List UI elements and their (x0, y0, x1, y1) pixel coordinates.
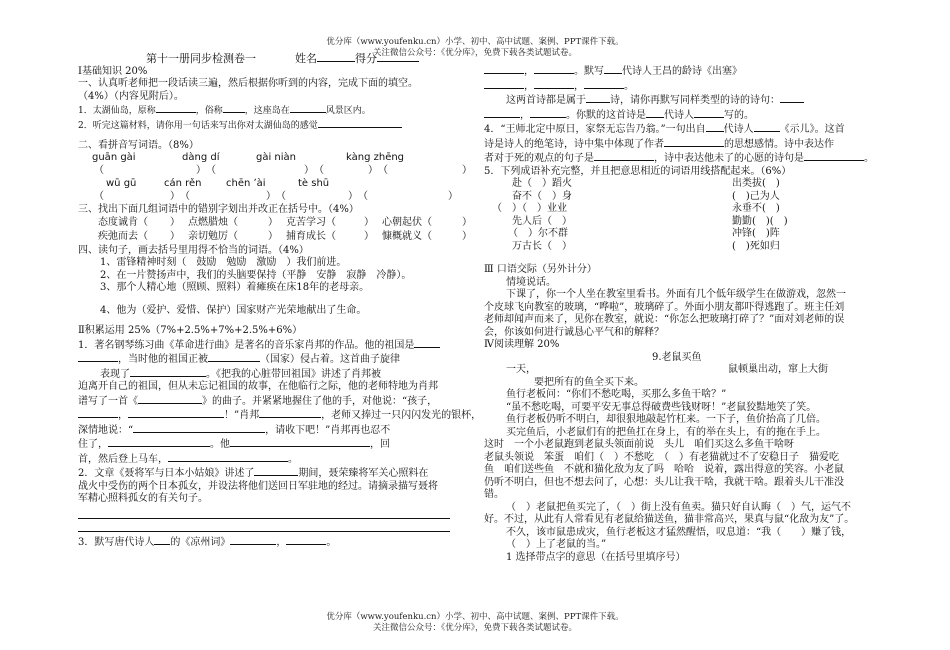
blank[interactable] (530, 108, 566, 118)
section-3-heading: Ⅲ 口语交际（另外计分） (484, 264, 597, 275)
answer-close[interactable]: ） (304, 165, 314, 177)
s2-1-line-9: 首，然后登上马车， 。 (78, 453, 298, 465)
left-column (78, 52, 482, 549)
r-line-2: ， ， 。 (484, 79, 904, 94)
idiom-left-3[interactable]: （ ）（ ）业业 (492, 203, 567, 214)
blank[interactable] (534, 79, 574, 89)
q3-heading: 三、找出下面几组词语中的错别字划出并改正在括号中。（4%） (78, 204, 359, 216)
answer-close[interactable]: ） (266, 191, 276, 203)
blank[interactable] (414, 338, 440, 348)
answer-line[interactable] (78, 506, 450, 519)
name-blank[interactable] (317, 52, 355, 62)
q1-instruction-2: （4%）（内容见附后）。 (78, 90, 184, 102)
s2-1-line-1: 1．著名钢琴练习曲《革命进行曲》是著名的音乐家肖邦的作品。他的祖国是 (78, 338, 476, 353)
answer-open[interactable]: （ (378, 165, 388, 177)
answer-row-2 (78, 191, 476, 204)
correction[interactable]: ） (170, 216, 180, 228)
pinyin-2: dàng dí (182, 152, 220, 164)
q1-2: 2．听完这篇材料，请你用一句话来写出你对太湖仙岛的感觉 (78, 118, 476, 132)
idiom-right-2[interactable]: ( )己为人 (732, 190, 780, 202)
s2-1-line-5: 谱写了一首《 》的曲子。并紧紧地握住了他的手，对他说：“孩子， (78, 395, 438, 407)
s2-2-line-1: 2．文章《聂将军与日本小姑娘》讲述了 期间，聂荣臻将军关心照料在 (78, 468, 429, 480)
r-line-6: 诗是诗人的绝笔诗，诗中集中体现了作者 的思想感情。诗中表达作 (484, 138, 834, 150)
story-14: 不久，该市鼠患成灾，鱼行老板这才猛然醒悟，叹息道：“我（ ）赚了钱， (506, 526, 852, 538)
blank[interactable] (128, 408, 224, 418)
blank[interactable] (586, 93, 610, 103)
story-15: （ ）上了老鼠的当。” (506, 539, 607, 550)
idiom-right-6[interactable]: ( )死如归 (732, 240, 780, 252)
answer-close[interactable]: ） (170, 191, 180, 203)
q2-heading: 二、看拼音写词语。（8%） (78, 139, 199, 151)
pinyin-3: gài niàn (256, 152, 297, 164)
oral-1: 情境说话。 (506, 276, 556, 288)
blank[interactable] (646, 108, 664, 118)
word: 态度诚肯（ (98, 216, 148, 228)
blank[interactable] (534, 64, 574, 74)
q3-row-2 (78, 231, 476, 245)
blank[interactable] (290, 103, 326, 113)
q4-4: 4、他为（爱护、爱惜、保护）国家财产光荣地献出了生命。 (100, 304, 367, 316)
blank[interactable] (156, 103, 196, 113)
word: 点燃腊烛（ (188, 216, 238, 228)
answer-close[interactable]: ） (448, 191, 458, 203)
s2-1-line-4: 迫离开自己的祖国，但从未忘记祖国的故事，在他临行之际，他的老师特地为肖邦 (78, 381, 438, 393)
correction[interactable]: ） (268, 230, 278, 242)
q4-1: 1、雷锋精神时刻（ 鼓励 勉励 激励 ）我们前进。 (100, 257, 347, 269)
pinyin-6: cán rěn (164, 178, 202, 190)
blank[interactable] (604, 64, 622, 74)
word: 慷概就义（ (382, 230, 432, 242)
idiom-left-list (492, 178, 572, 253)
name-label: 姓名 (295, 52, 317, 65)
blank[interactable] (484, 79, 524, 89)
q4-heading: 四、读句子，画去括号里用得不恰当的词语。（4%） (78, 244, 309, 256)
pinyin-5: wū gū (106, 178, 137, 190)
section-1-heading: Ⅰ基础知识 20% (78, 65, 148, 77)
idiom-right-5[interactable]: 冲锋( )阵 (732, 228, 780, 239)
blank[interactable] (78, 352, 118, 362)
right-column (484, 64, 904, 564)
idiom-left-1[interactable]: 赴（ ）蹈火 (512, 178, 572, 189)
blank[interactable] (230, 437, 370, 447)
idiom-left-5[interactable]: （ ）尔不群 (508, 228, 568, 239)
q1-1: 1．太湖仙岛，原称 ，俗称 ，这座岛在 风景区内。 (78, 103, 476, 117)
pinyin-row-2 (78, 178, 476, 191)
correction[interactable]: ） (170, 230, 180, 242)
blank[interactable] (754, 122, 780, 132)
answer-open[interactable]: （ (206, 165, 216, 177)
r-line-5: 4．“王师北定中原日，家祭无忘告乃翁。”一句出自 代诗人 《示儿》。这首 (484, 124, 845, 135)
answer-open[interactable]: （ (314, 165, 324, 177)
score-label: 得分 (355, 52, 377, 65)
blank[interactable] (230, 535, 276, 545)
blank[interactable] (484, 64, 524, 74)
blank[interactable] (804, 151, 864, 161)
story-2: 要把所有的鱼全买下来。 (534, 376, 644, 388)
idiom-right-list (732, 178, 788, 253)
blank[interactable] (484, 108, 520, 118)
pinyin-7: chēn ʼài (226, 178, 266, 190)
s2-1-line-2: ，当时他的祖国正被 （国家）侵占着。这首曲子旋律 (78, 352, 476, 367)
r-line-3: 这两首诗都是属于 诗，请你再默写同样类型的诗的诗句： (484, 93, 904, 108)
idiom-left-6[interactable]: 万古长（ ） (512, 240, 572, 252)
idiom-left-2[interactable]: 奋不（ ）身 (512, 190, 572, 202)
answer-open[interactable]: （ (180, 191, 190, 203)
story-6: 买完鱼后，小老鼠们有的把鱼扛在身上，有的举在头上，有的拖在手上。 (506, 426, 826, 438)
idiom-right-4[interactable]: 勤勤( )( ) (732, 215, 788, 227)
blank[interactable] (318, 118, 402, 128)
oral-4: 老师却闻声而来了，见你在教室，就说：“你怎么把玻璃打碎了？”面对刘老师的误 (484, 314, 845, 325)
answer-close[interactable]: ） (462, 165, 472, 177)
pinyin-row-1 (78, 152, 476, 165)
s2-2-line-2: 战火中受伤的两个日本孤女，并设法将他们送回日军驻地的经过。请摘录描写聂将 (78, 480, 438, 492)
word: 亲切勉厉（ (188, 230, 238, 242)
s2-1-line-8: 住了， 。他 ，回 (78, 439, 390, 451)
answer-open[interactable]: （ (276, 191, 286, 203)
q4-3: 3、那个人精心地（照顾、照料）着瘫痪在床18年的老母亲。 (100, 282, 370, 294)
s2-3: 3．默写唐代诗人 的《凉州词》 ， 。 (78, 536, 337, 548)
story-7: 这时 一个小老鼠跑到老鼠头领面前说 头儿 咱们买这么多鱼干啥呀 (484, 439, 794, 450)
idiom-matching (484, 178, 904, 264)
answer-close[interactable]: ） (196, 165, 206, 177)
blank[interactable] (78, 408, 118, 418)
story-8: 老鼠头领说 笨蛋 咱们（ ）不愁吃 （ ）有老猫就过不了安稳日子 猫爱吃 (484, 451, 839, 463)
idiom-right-3[interactable]: 永垂不( ) (732, 203, 780, 214)
q4-2: 2、在一片赞扬声中，我们的头脑要保持（平静 安静 寂静 冷静）。 (100, 269, 412, 281)
blank[interactable] (223, 103, 245, 113)
s2-1-line-7: 深情地说：“ ，请收下吧！”肖邦再也忍不 (78, 424, 391, 436)
answer-close[interactable]: ） (368, 165, 378, 177)
story-10: 仍听不明白，但也不想去问了，心想：头儿让我干啥，我就干啥。跟着头儿干准没 (484, 476, 844, 488)
blank[interactable] (780, 93, 804, 103)
correction[interactable]: ） (268, 216, 278, 228)
blank[interactable] (254, 466, 298, 476)
s2-2-line-3: 军精心照料孤女的有关句子。 (78, 493, 208, 505)
story-3: 鱼行老板问：“你们不愁吃喝，买那么多鱼干啥？” (506, 389, 727, 400)
blank[interactable] (584, 79, 624, 89)
story-1: 一天， 鼠顿巢出动，窜上大街 (506, 364, 828, 375)
exam-title: 第十一册同步检测卷一 (146, 52, 256, 65)
story-4: “虽不愁吃喝，可要平安无事总得破费些钱财呀！”老鼠狡黠地笑了笑。 (506, 401, 817, 413)
answer-open[interactable]: （ (358, 191, 368, 203)
answer-line[interactable] (78, 519, 450, 532)
blank[interactable] (706, 122, 724, 132)
r-line-1: ， 。默写 代诗人王昌的龄诗《出塞》 (484, 64, 904, 79)
answer-row-1 (78, 165, 476, 178)
section-4-heading: Ⅳ阅读理解 20% (484, 339, 560, 350)
blank[interactable] (208, 352, 260, 362)
pinyin-8: tè shū (298, 178, 330, 190)
story-13: 好。不过，从此有人常看见有老鼠给猫送鱼，猫非常高兴，果真与鼠“化敌为友”了。 (484, 514, 855, 525)
correction[interactable]: ） (364, 216, 374, 228)
idiom-left-4[interactable]: 先人后（ ） (512, 215, 572, 227)
blank[interactable] (694, 108, 724, 118)
correction[interactable]: ） (364, 230, 374, 242)
idiom-right-1[interactable]: 出类拔( ) (732, 178, 780, 189)
r-line-8: 5．下列成语补充完整，并且把意思相近的词语用线搭配起来。（6%） (484, 165, 792, 177)
blank[interactable] (286, 535, 326, 545)
word: 疾弛而去（ (98, 230, 148, 242)
header-line-2: 关注微信公众号：《优分库》，免费下载各类试题试卷。 (372, 48, 577, 58)
oral-2: 下课了，你一个人坐在教室里看书。外面有几个低年级学生在做游戏，忽然一 (506, 289, 846, 300)
blank[interactable] (130, 367, 206, 377)
blank[interactable] (138, 394, 202, 404)
blank[interactable] (594, 151, 654, 161)
blank[interactable] (168, 452, 288, 462)
reading-q1: 1 选择带点字的意思（在括号里填序号） (506, 551, 686, 563)
r-line-7: 者对于死的观点的句子是 ，诗中表达他未了的心愿的诗句是 。 (484, 153, 874, 164)
story-9: 鱼 咱们送些鱼 不就和猫化敌为友了吗 哈哈 说着，露出得意的笑容。小老鼠 (484, 464, 844, 475)
word: 捕育成长（ (286, 230, 336, 242)
pinyin-1: guān gài (92, 152, 136, 164)
q1-instruction: 一、认真听老师把一段话读三遍，然后根据你听到的内容，完成下面的填空。 (78, 78, 418, 90)
word: 心朝起伏（ (382, 216, 432, 228)
score-blank[interactable] (377, 52, 419, 62)
oral-5: 会，你该如何进行诚恳心平气和的解释？ (484, 326, 664, 338)
correction[interactable]: ） (462, 230, 472, 242)
answer-close[interactable]: ） (348, 191, 358, 203)
blank[interactable] (154, 535, 170, 545)
blank[interactable] (108, 437, 210, 447)
pinyin-4: kàng zhēng (346, 152, 405, 164)
header-line-1: 优分库（www.youfenku.cn）小学、初中、高中试题、案例、PPT课件下载。 (326, 37, 624, 47)
answer-open[interactable]: （ (94, 191, 104, 203)
word: 克苦学习（ (286, 216, 336, 228)
story-12: （ ）老鼠把鱼买完了，（ ）街上没有鱼卖。猫只好自认晦（ ）气，运气不 (506, 501, 851, 513)
s2-1-line-3: 表现了 。《把我的心脏带回祖国》讲述了肖邦被 (100, 368, 381, 380)
answer-open[interactable]: （ (94, 165, 104, 177)
oral-3: 个皮球飞向教室的玻璃，“哗啦”，玻璃碎了。外面小朋友都吓得逃跑了。班主任刘 (484, 301, 845, 313)
footer-line-2: 关注微信公众号：《优分库》，免费下载各类试题试卷。 (372, 623, 577, 633)
exam-title-row (78, 52, 476, 66)
blank[interactable] (133, 423, 265, 433)
s2-1-line-6: ， ！”肖邦 ，老师又捧过一只闪闪发光的银杯， (78, 408, 476, 423)
story-5: 鱼行老板仍听不明白，却很狠地敲起竹杠来。一下子，鱼价抬高了几倍。 (506, 414, 826, 425)
page-footer (0, 612, 950, 634)
correction[interactable]: ） (462, 216, 472, 228)
story-title: 9.老鼠买鱼 (652, 351, 702, 363)
footer-line-1: 优分库（www.youfenku.cn）小学、初中、高中试题、案例、PPT课件下载。 (326, 612, 624, 622)
q3-row-1 (78, 217, 476, 231)
r-line-4: ， 。你默的这首诗是 代诗人 写的。 (484, 108, 904, 123)
section-2-heading: Ⅱ积累运用 25%（7%+2.5%+7%+2.5%+6%） (78, 325, 303, 337)
blank[interactable] (664, 137, 724, 147)
story-11: 错。 (484, 489, 504, 500)
blank[interactable] (259, 408, 321, 418)
